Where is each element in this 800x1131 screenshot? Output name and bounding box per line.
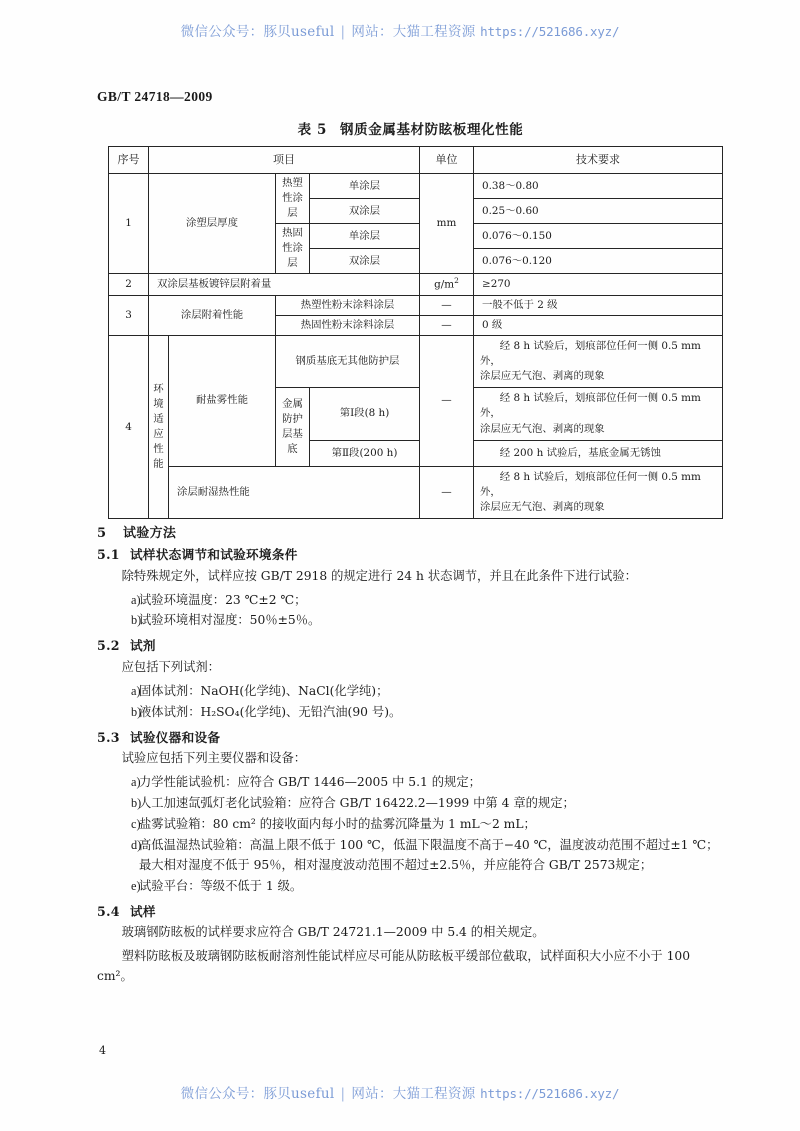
watermark-bottom bbox=[0, 1082, 800, 1102]
section-5-1-number: 5.1 bbox=[97, 547, 120, 562]
section-5-4-paragraph-1: 玻璃钢防眩板的试样要求应符合 GB/T 24721.1—2009 中 5.4 的相关规定。 bbox=[121, 925, 545, 940]
list-item-marker: b) bbox=[131, 704, 142, 719]
spec-table bbox=[108, 146, 723, 519]
watermark-site: 网站：大猫工程资源 bbox=[351, 1086, 476, 1102]
row1-group2-name: 热固性涂层 bbox=[276, 224, 310, 274]
list-item-marker: b) bbox=[131, 796, 142, 811]
row4-stage-1-value bbox=[474, 388, 723, 440]
section-5-3-paragraph: 试验应包括下列主要仪器和设备： bbox=[121, 751, 307, 766]
row1-variant-label: 双涂层 bbox=[310, 199, 420, 224]
section-5-3-heading bbox=[97, 729, 727, 745]
standard-identifier: GB/T 24718—2009 bbox=[97, 89, 213, 104]
section-5-4-heading bbox=[97, 903, 727, 919]
watermark-top bbox=[0, 20, 800, 40]
list-item bbox=[97, 836, 727, 876]
row3-item: 涂层附着性能 bbox=[149, 296, 276, 336]
row4-humid-heat-value-line1: 经 8 h 试验后，划痕部位任何一侧 0.5 mm 外， bbox=[480, 470, 701, 498]
list-item-text: 高低温湿热试验箱：高温上限不低于 100 ℃，低温下限温度不高于−40 ℃，温度波动范围不超过±1 ℃；最大相对湿度不低于 95％，相对湿度波动范围不超过±2.5％，并应能符合 GB/T 2573规定； bbox=[139, 837, 719, 872]
row4-no-protection-value-line1: 经 8 h 试验后，划痕部位任何一侧 0.5 mm 外， bbox=[480, 340, 701, 368]
section-5-heading bbox=[97, 527, 727, 540]
list-item-text: 试验环境温度：23 ℃±2 ℃； bbox=[139, 592, 307, 607]
row1-item: 涂塑层厚度 bbox=[149, 174, 276, 274]
section-5-4-title: 试样 bbox=[130, 903, 156, 919]
row1-value-1: 0.38～0.80 bbox=[474, 174, 723, 199]
section-5-2-number: 5.2 bbox=[97, 638, 120, 654]
section-5-1-paragraph: 除特殊规定外，试样应按 GB/T 2918 的规定进行 24 h 状态调节，并且在此条件下进行试验： bbox=[121, 568, 637, 583]
list-item bbox=[97, 794, 727, 814]
row4-metal-substrate-label: 金属 防护 层基 底 bbox=[276, 388, 310, 466]
table-caption bbox=[97, 118, 724, 138]
section-5-2-heading bbox=[97, 640, 727, 653]
section-5-1-list bbox=[97, 591, 727, 632]
list-item-text: 试验平台：等级不低于 1 级。 bbox=[139, 878, 303, 893]
row1-value-2: 0.25～0.60 bbox=[474, 199, 723, 224]
row4-no: 4 bbox=[109, 336, 149, 519]
row4-no-protection-label: 钢质基底无其他防护层 bbox=[276, 336, 420, 388]
list-item bbox=[97, 877, 727, 897]
watermark-separator: | bbox=[340, 1086, 346, 1102]
list-item-marker: b) bbox=[131, 613, 142, 628]
section-5-4-paragraph-2: 塑料防眩板及玻璃钢防眩板耐溶剂性能试样应尽可能从防眩板平缓部位截取，试样面积大小应不小于 100 cm²。 bbox=[97, 949, 691, 983]
th-requirement: 技术要求 bbox=[474, 147, 723, 174]
section-5-3-title: 试验仪器和设备 bbox=[130, 729, 221, 745]
watermark-prefix: 微信公众号：豚贝useful bbox=[180, 24, 335, 40]
row2-value: ≥270 bbox=[474, 274, 723, 296]
row3-variant-2-unit: — bbox=[420, 316, 474, 336]
watermark-separator: | bbox=[340, 24, 346, 40]
list-item-marker: a) bbox=[131, 683, 141, 698]
row3-variant-2-value: 0 级 bbox=[474, 316, 723, 336]
row4-salt-spray-name: 耐盐雾性能 bbox=[169, 336, 276, 467]
list-item-marker: a) bbox=[131, 592, 141, 607]
document-body bbox=[97, 527, 727, 991]
row4-no-protection-value bbox=[474, 336, 723, 388]
list-item-marker: d) bbox=[131, 837, 142, 852]
row1-group1-name: 热塑性涂层 bbox=[276, 174, 310, 224]
row2-unit-exponent: 2 bbox=[454, 276, 459, 286]
table-row bbox=[109, 466, 723, 518]
row3-variant-2-label: 热固性粉末涂料涂层 bbox=[276, 316, 420, 336]
row1-value-3: 0.076～0.150 bbox=[474, 224, 723, 249]
row4-humid-heat-value bbox=[474, 466, 723, 518]
row1-unit: mm bbox=[420, 174, 474, 274]
list-item-text: 试验环境相对湿度：50％±5％。 bbox=[139, 613, 321, 628]
row3-variant-1-unit: — bbox=[420, 296, 474, 316]
table-header-row bbox=[109, 147, 723, 174]
row4-humid-heat-value-line2: 涂层应无气泡、剥离的现象 bbox=[480, 500, 605, 513]
row2-item: 双涂层基板镀锌层附着量 bbox=[149, 274, 420, 296]
table-caption-number: 表 5 bbox=[297, 122, 328, 138]
page-number: 4 bbox=[99, 1044, 106, 1057]
row4-stage-2-value: 经 200 h 试验后，基底金属无锈蚀 bbox=[474, 440, 723, 466]
section-5-2-list bbox=[97, 682, 727, 723]
th-unit: 单位 bbox=[420, 147, 474, 174]
section-5-number: 5 bbox=[97, 526, 107, 541]
watermark-site: 网站：大猫工程资源 bbox=[351, 24, 476, 40]
watermark-url: https://521686.xyz/ bbox=[480, 1086, 620, 1101]
row2-unit bbox=[420, 274, 474, 296]
row1-no: 1 bbox=[109, 174, 149, 274]
watermark-prefix: 微信公众号：豚贝useful bbox=[180, 1086, 335, 1102]
list-item-marker: e) bbox=[131, 878, 141, 893]
section-5-2-title: 试剂 bbox=[130, 638, 156, 654]
row3-variant-1-label: 热塑性粉末涂料涂层 bbox=[276, 296, 420, 316]
row1-variant-label: 双涂层 bbox=[310, 249, 420, 274]
list-item-text: 盐雾试验箱：80 cm² 的接收面内每小时的盐雾沉降量为 1 mL～2 mL； bbox=[139, 816, 536, 831]
table-row bbox=[109, 336, 723, 388]
row1-variant-label: 单涂层 bbox=[310, 224, 420, 249]
section-5-2-paragraph: 应包括下列试剂： bbox=[121, 659, 220, 674]
table-caption-title: 钢质金属基材防眩板理化性能 bbox=[340, 122, 524, 138]
section-5-3-number: 5.3 bbox=[97, 729, 120, 745]
th-item: 项目 bbox=[149, 147, 420, 174]
table-row bbox=[109, 296, 723, 316]
section-5-1-title: 试样状态调节和试验环境条件 bbox=[130, 547, 298, 562]
list-item-text: 人工加速氙弧灯老化试验箱：应符合 GB/T 16422.2—1999 中第 4 章的规定； bbox=[139, 796, 575, 811]
list-item bbox=[97, 682, 727, 702]
table-row bbox=[109, 274, 723, 296]
watermark-url: https://521686.xyz/ bbox=[480, 24, 620, 39]
list-item-text: 力学性能试验机：应符合 GB/T 1446—2005 中 5.1 的规定； bbox=[139, 775, 481, 790]
list-item bbox=[97, 591, 727, 611]
list-item bbox=[97, 815, 727, 835]
list-item-marker: c) bbox=[131, 816, 141, 831]
row3-no: 3 bbox=[109, 296, 149, 336]
list-item-text: 固体试剂：NaOH(化学纯)、NaCl(化学纯)； bbox=[139, 683, 389, 698]
row2-unit-main: g/m bbox=[434, 278, 455, 291]
list-item bbox=[97, 773, 727, 793]
list-item bbox=[97, 703, 727, 723]
section-5-1-heading bbox=[97, 549, 727, 562]
row4-salt-spray-unit: — bbox=[420, 336, 474, 467]
table-row bbox=[109, 174, 723, 199]
row4-vertical-label: 环 境 适 应 性 能 bbox=[149, 336, 169, 519]
row4-stage-1-value-line1: 经 8 h 试验后，划痕部位任何一侧 0.5 mm 外， bbox=[480, 392, 701, 420]
th-no: 序号 bbox=[109, 147, 149, 174]
section-5-3-list bbox=[97, 773, 727, 896]
list-item-text: 液体试剂：H₂SO₄(化学纯)、无铅汽油(90 号)。 bbox=[139, 704, 402, 719]
row4-humid-heat-unit: — bbox=[420, 466, 474, 518]
row4-stage-2-label: 第Ⅱ段(200 h) bbox=[310, 440, 420, 466]
list-item-marker: a) bbox=[131, 775, 141, 790]
section-5-title: 试验方法 bbox=[123, 526, 177, 541]
row2-no: 2 bbox=[109, 274, 149, 296]
section-5-4-number: 5.4 bbox=[97, 903, 120, 919]
list-item bbox=[97, 611, 727, 631]
row4-stage-1-label: 第Ⅰ段(8 h) bbox=[310, 388, 420, 440]
row4-no-protection-value-line2: 涂层应无气泡、剥离的现象 bbox=[480, 370, 605, 383]
row4-humid-heat-label: 涂层耐湿热性能 bbox=[169, 466, 420, 518]
row3-variant-1-value: 一般不低于 2 级 bbox=[474, 296, 723, 316]
row4-stage-1-value-line2: 涂层应无气泡、剥离的现象 bbox=[480, 422, 605, 435]
row1-variant-label: 单涂层 bbox=[310, 174, 420, 199]
row1-value-4: 0.076～0.120 bbox=[474, 249, 723, 274]
